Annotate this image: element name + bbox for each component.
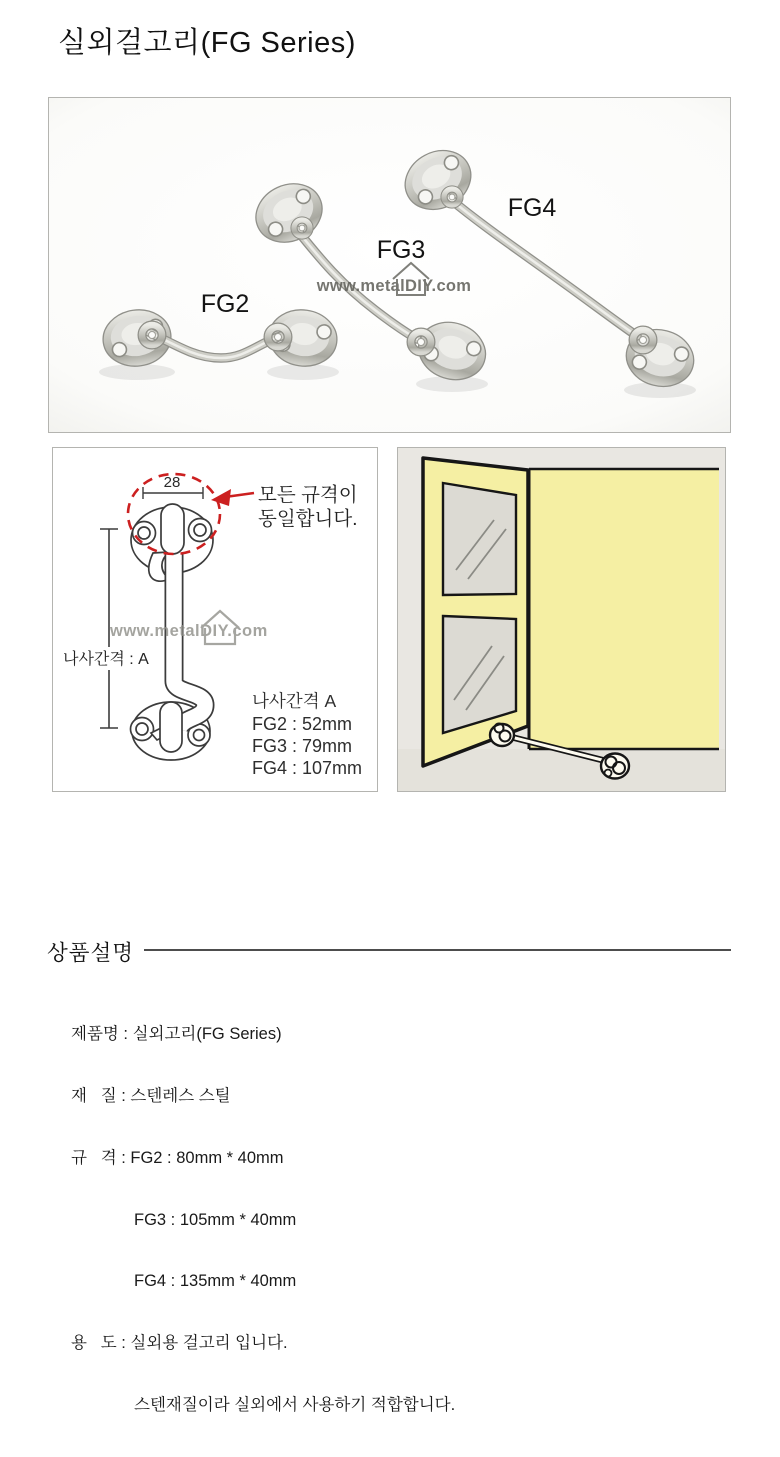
photo-background [49, 98, 730, 432]
spec-title: 나사간격 A [252, 691, 337, 711]
callout-line2: 동일합니다. [258, 508, 358, 530]
section-heading: 상품설명 [47, 941, 135, 965]
watermark-text: www.metalDIY.com [110, 622, 268, 640]
spec-line-size-fg3: FG3 : 105mm * 40mm [134, 1210, 297, 1229]
page-title: 실외걸고리(FG Series) [58, 27, 356, 59]
product-photo-panel [48, 97, 731, 433]
diagram-bottom-bar [160, 702, 182, 752]
wall [529, 469, 719, 749]
spec-row: FG3 : 79mm [252, 736, 353, 756]
window-pane-upper [443, 483, 516, 595]
spec-row: FG4 : 107mm [252, 758, 363, 778]
spec-line-size-fg2: 규 격 : FG2 : 80mm * 40mm [71, 1148, 284, 1167]
screw-gap-label: 나사간격 : A [63, 651, 149, 668]
spec-row: FG2 : 52mm [252, 714, 353, 734]
dimension-diagram [53, 448, 377, 791]
door [423, 458, 528, 766]
diagram-top-bar [161, 504, 184, 554]
width-dim-value: 28 [163, 474, 181, 491]
spec-line-product-name: 제품명 : 실외고리(FG Series) [71, 1025, 282, 1044]
photo-label-fg4: FG4 [507, 194, 557, 222]
photo-label-fg2: FG2 [200, 290, 250, 318]
photo-label-fg3: FG3 [376, 236, 426, 264]
dimension-diagram-panel [52, 447, 378, 792]
usage-illustration-panel [397, 447, 726, 792]
window-pane-lower [443, 616, 516, 733]
product-description [71, 983, 455, 1457]
callout-line1: 모든 규격이 [258, 484, 358, 506]
watermark-text: www.metalDIY.com [316, 277, 472, 295]
spec-line-size-fg4: FG4 : 135mm * 40mm [134, 1272, 297, 1291]
heading-rule [144, 949, 731, 951]
product-photo-image [49, 98, 730, 432]
spec-line-usage-note: 스텐재질이라 실외에서 사용하기 적합합니다. [134, 1395, 456, 1414]
spec-line-usage: 용 도 : 실외용 걸고리 입니다. [71, 1334, 288, 1353]
usage-illustration [398, 448, 725, 791]
description-section-header [47, 936, 731, 967]
spec-line-material: 재 질 : 스텐레스 스틸 [71, 1086, 231, 1105]
